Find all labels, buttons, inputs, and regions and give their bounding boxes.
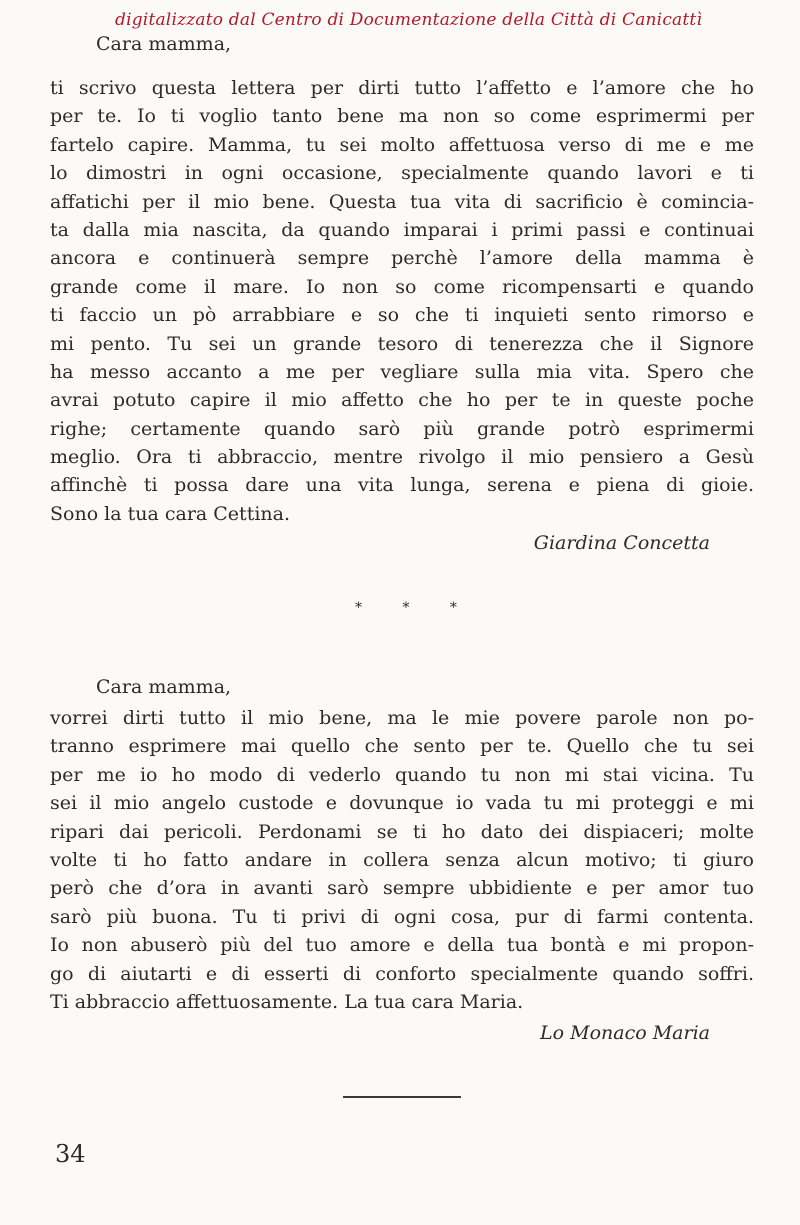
- letter2-line: vorrei dirti tutto il mio bene, ma le mie povere parole non po-: [50, 707, 754, 729]
- letter2-line: sarò più buona. Tu ti privi di ogni cosa, pur di farmi contenta.: [50, 905, 754, 928]
- letter1-line: lo dimostri in ogni occasione, specialmente quando lavori e ti: [50, 162, 754, 185]
- letter1-line: ti faccio un pò arrabbiare e so che ti inquieti sento rimorso e: [50, 304, 754, 327]
- letter1-line: affinchè ti possa dare una vita lunga, serena e piena di gioie.: [50, 474, 754, 497]
- letter1-line: avrai potuto capire il mio affetto che ho per te in queste poche: [50, 389, 754, 412]
- letter1-line: ti scrivo questa lettera per dirti tutto l’affetto e l’amore che ho: [50, 77, 754, 99]
- letter1-line: Sono la tua cara Cettina.: [50, 502, 291, 525]
- letter2-line: per me io ho modo di vederlo quando tu non mi stai vicina. Tu: [50, 763, 754, 786]
- letter2-body: [50, 704, 754, 1016]
- letter2-signature: Lo Monaco Maria: [540, 1022, 710, 1044]
- letter1-line: per te. Io ti voglio tanto bene ma non so come esprimermi per: [50, 105, 754, 128]
- letter1-line: ta dalla mia nascita, da quando imparai i primi passi e continuai: [50, 218, 754, 241]
- letter2-line: però che d’ora in avanti sarò sempre ubbidiente e per amor tuo: [50, 877, 754, 900]
- letter1-signature: Giardina Concetta: [533, 532, 710, 554]
- letter2-line: volte ti ho fatto andare in collera senza alcun motivo; ti giuro: [50, 848, 754, 871]
- letter1-line: mi pento. Tu sei un grande tesoro di tenerezza che il Signore: [50, 332, 754, 355]
- letter1-line: affatichi per il mio bene. Questa tua vita di sacrificio è comincia-: [50, 190, 754, 213]
- letter1-line: meglio. Ora ti abbraccio, mentre rivolgo il mio pensiero a Gesù: [50, 446, 754, 469]
- letter1-body: [50, 74, 754, 528]
- letter1-line: grande come il mare. Io non so come ricompensarti e quando: [50, 275, 754, 298]
- letter1-line: righe; certamente quando sarò più grande potrò esprimermi: [50, 417, 754, 440]
- letter2-line: Ti abbraccio affettuosamente. La tua cara Maria.: [50, 990, 524, 1013]
- letter2-line: ripari dai pericoli. Perdonami se ti ho dato dei dispiaceri; molte: [50, 820, 754, 843]
- letter2-line: Io non abuserò più del tuo amore e della tua bontà e mi propon-: [50, 934, 754, 957]
- letter2-line: tranno esprimere mai quello che sento per te. Quello che tu sei: [50, 735, 754, 758]
- letter1-line: ancora e continuerà sempre perchè l’amore della mamma è: [50, 247, 754, 270]
- section-separator: * * *: [355, 600, 475, 616]
- letter1-greeting: Cara mamma,: [96, 33, 232, 55]
- letter2-greeting: Cara mamma,: [96, 676, 232, 698]
- letter1-line: fartelo capire. Mamma, tu sei molto affettuosa verso di me e me: [50, 133, 754, 156]
- page-number: 34: [55, 1140, 86, 1168]
- letter2-line: go di aiutarti e di esserti di conforto specialmente quando soffri.: [50, 962, 754, 985]
- digitization-watermark: digitalizzato dal Centro di Documentazione della Città di Canicattì: [115, 10, 703, 30]
- closing-rule: [343, 1096, 461, 1098]
- letter1-line: ha messo accanto a me per vegliare sulla mia vita. Spero che: [50, 360, 754, 383]
- letter2-line: sei il mio angelo custode e dovunque io vada tu mi proteggi e mi: [50, 792, 754, 815]
